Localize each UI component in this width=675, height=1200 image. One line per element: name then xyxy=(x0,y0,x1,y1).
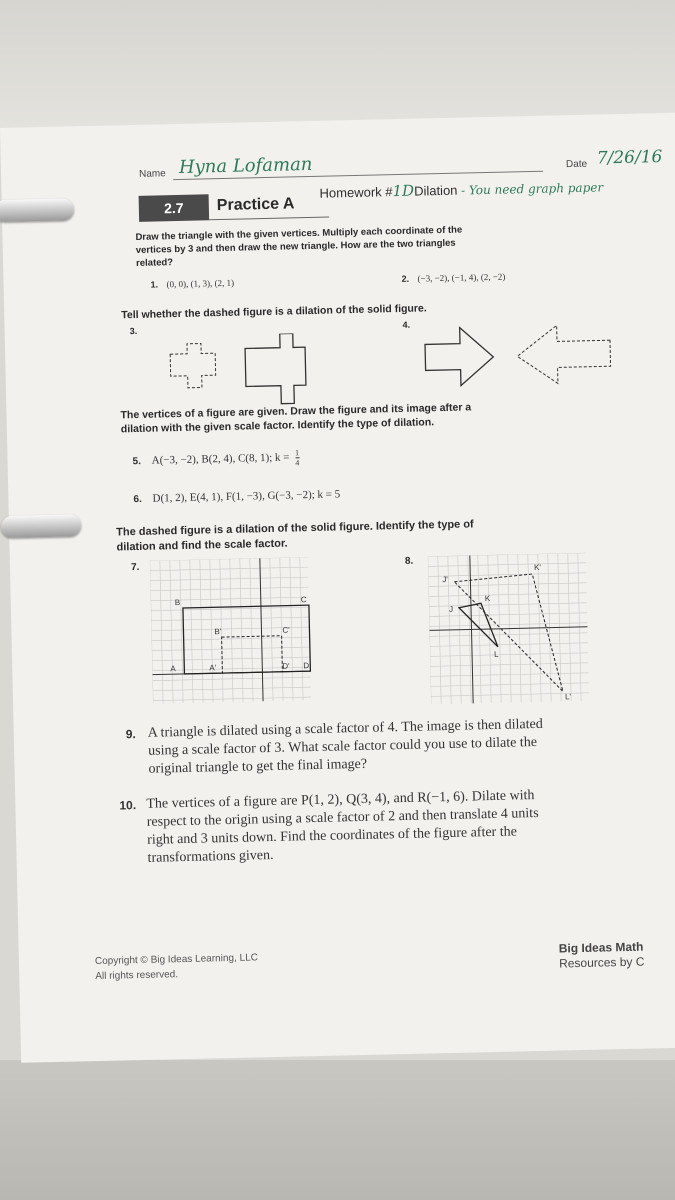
figure-8-grid xyxy=(428,553,591,707)
grid-line xyxy=(151,607,309,611)
problem-6-text: D(1, 2), E(4, 1), F(1, −3), G(−3, −2); k = 5 xyxy=(152,488,341,505)
footer-brand xyxy=(559,940,645,972)
problem-10-line-1: The vertices of a figure are P(1, 2), Q(3, 4), and R(−1, 6). Dilate with xyxy=(146,788,535,812)
problem-9-line-1: A triangle is dilated using a scale factor of 4. The image is then dilated xyxy=(147,716,543,741)
figure-4-dashed-arrow xyxy=(517,324,611,384)
problem-10-line-3: right and 3 units down. Find the coordinates of the figure after the xyxy=(147,824,518,848)
fig8-label-l: L xyxy=(493,649,499,659)
part1-line-2: vertices by 3 and then draw the new triangle. How are the two triangles xyxy=(135,237,456,256)
section-title: Practice A xyxy=(216,195,295,215)
worksheet-page xyxy=(0,112,675,1062)
grid-line xyxy=(240,559,243,702)
grid-line xyxy=(153,677,311,681)
grid-line xyxy=(150,567,308,571)
part4-line-2: dilation and find the scale factor. xyxy=(116,537,288,554)
grid-line xyxy=(230,559,233,702)
fig8-label-j-prime: J' xyxy=(442,574,448,585)
figure-4-arrows xyxy=(415,318,622,393)
homework-heading xyxy=(319,177,603,201)
grid-line xyxy=(200,560,203,703)
problem-9-line-2: using a scale factor of 3. What scale factor could you use to dilate the xyxy=(148,734,538,759)
fig7-label-d: D xyxy=(303,661,310,671)
date-value: 7/26/16 xyxy=(596,146,663,169)
brand-text: Big Ideas Math xyxy=(558,939,644,956)
grid-line xyxy=(270,558,273,701)
fig7-label-d-prime: D' xyxy=(282,661,290,671)
grid-line xyxy=(160,560,163,703)
title-rule xyxy=(209,217,329,221)
problem-5-text: A(−3, −2), B(2, 4), C(8, 1); k = xyxy=(151,451,290,467)
grid-line xyxy=(150,577,308,581)
grid-line xyxy=(430,663,588,667)
figure-7-grid xyxy=(150,557,313,706)
grid-line xyxy=(428,573,586,577)
homework-note: - You need graph paper xyxy=(460,180,604,198)
problem-9 xyxy=(126,714,647,780)
section-badge: 2.7 xyxy=(139,194,210,222)
part4-line-1: The dashed figure is a dilation of the solid figure. Identify the type of xyxy=(116,518,474,539)
grid-line xyxy=(151,617,309,621)
problem-8-number: 8. xyxy=(404,555,414,567)
problem-7-number: 7. xyxy=(130,561,140,574)
grid-line xyxy=(290,558,293,701)
figure-3-solid-cross xyxy=(245,333,307,404)
grid-line xyxy=(152,657,310,661)
homework-title: Dilation xyxy=(413,182,458,199)
footer-copyright xyxy=(95,950,259,984)
fig8-label-k: K xyxy=(484,594,491,604)
grid-line xyxy=(150,557,308,561)
grid-line xyxy=(180,560,183,703)
problem-1 xyxy=(150,278,234,290)
part4-instructions xyxy=(116,517,474,555)
binder-ring-bottom xyxy=(1,514,81,538)
grid-line xyxy=(429,583,587,587)
binder-ring-top xyxy=(0,198,74,222)
problem-5-fraction xyxy=(295,448,299,467)
grid-line xyxy=(431,673,589,677)
part3-line-2: dilation with the given scale factor. Identify the type of dilation. xyxy=(120,416,435,436)
figure-3-dashed-cross xyxy=(170,343,216,388)
name-label: Name xyxy=(138,168,166,180)
grid-line xyxy=(300,557,303,700)
fig7-label-c: C xyxy=(300,595,307,605)
grid-line xyxy=(151,587,309,591)
date-label: Date xyxy=(565,158,588,171)
part1-instructions xyxy=(135,224,463,270)
problem-6-number: 6. xyxy=(133,493,142,506)
fig7-label-a: A xyxy=(170,664,176,674)
part2-instructions: Tell whether the dashed figure is a dilation of the solid figure. xyxy=(121,302,427,322)
grid-line xyxy=(170,560,173,703)
problem-10-line-4: transformations given. xyxy=(147,847,274,866)
problem-1-number: 1. xyxy=(150,279,159,290)
problem-5-number: 5. xyxy=(132,456,142,468)
problem-2-text: (−3, −2), (−1, 4), (2, −2) xyxy=(417,271,506,284)
fig7-label-a-prime: A' xyxy=(209,663,217,673)
grid-line xyxy=(430,653,588,657)
fraction-denominator: 4 xyxy=(295,458,300,468)
problem-10-text xyxy=(146,784,661,868)
grid-line xyxy=(153,697,311,701)
grid-line xyxy=(428,553,586,557)
fig7-label-b: B xyxy=(174,598,181,608)
homework-label: Homework # xyxy=(319,184,393,201)
figure-8-x-axis xyxy=(430,627,588,631)
grid-line xyxy=(153,687,311,691)
name-value: Hyna Lofaman xyxy=(178,153,313,178)
problem-2-number: 2. xyxy=(401,273,410,284)
problem-9-line-3: original triangle to get the final image? xyxy=(148,756,368,777)
fig8-label-k-prime: K' xyxy=(534,562,542,572)
fig7-label-c-prime: C' xyxy=(282,625,290,635)
figure-7-y-axis xyxy=(260,558,263,701)
grid-line xyxy=(152,647,310,651)
problem-10-line-2: respect to the origin using a scale factor of 2 and then translate 4 units xyxy=(146,805,539,830)
grid-line xyxy=(152,637,310,641)
grid-line xyxy=(150,561,153,704)
problem-9-number: 9. xyxy=(125,727,136,742)
problem-6 xyxy=(133,488,340,505)
grid-line xyxy=(210,559,213,702)
fig7-label-b-prime: B' xyxy=(214,627,222,637)
rights-text: All rights reserved. xyxy=(95,969,179,983)
grid-line xyxy=(430,643,588,647)
fig8-label-l-prime: L' xyxy=(564,692,572,702)
grid-line xyxy=(429,623,587,627)
problem-10 xyxy=(119,784,660,868)
problem-2 xyxy=(401,272,505,284)
fraction-numerator: 1 xyxy=(295,448,300,458)
problem-9-text xyxy=(148,714,647,779)
part1-line-1: Draw the triangle with the given vertices. Multiply each coordinate of the xyxy=(135,224,463,243)
fig8-label-j: J xyxy=(448,604,454,614)
grid-line xyxy=(428,563,586,567)
problem-4-number: 4. xyxy=(402,319,411,330)
problem-10-number: 10. xyxy=(119,798,137,813)
problem-1-text: (0, 0), (1, 3), (2, 1) xyxy=(166,277,235,290)
part3-line-1: The vertices of a figure are given. Draw the figure and its image after a xyxy=(120,401,472,422)
grid-line xyxy=(431,683,589,687)
part1-line-3: related? xyxy=(135,257,174,269)
grid-line xyxy=(190,560,193,703)
problem-3-number: 3. xyxy=(129,325,138,337)
grid-line xyxy=(429,593,587,597)
figure-4-solid-arrow xyxy=(425,327,494,387)
subbrand-text: Resources by C xyxy=(558,954,645,971)
problem-5 xyxy=(132,448,299,471)
copyright-text: Copyright © Big Ideas Learning, LLC xyxy=(94,952,259,968)
background-bottom xyxy=(0,1060,675,1200)
grid-line xyxy=(250,558,253,701)
homework-number: 1D xyxy=(392,181,415,201)
